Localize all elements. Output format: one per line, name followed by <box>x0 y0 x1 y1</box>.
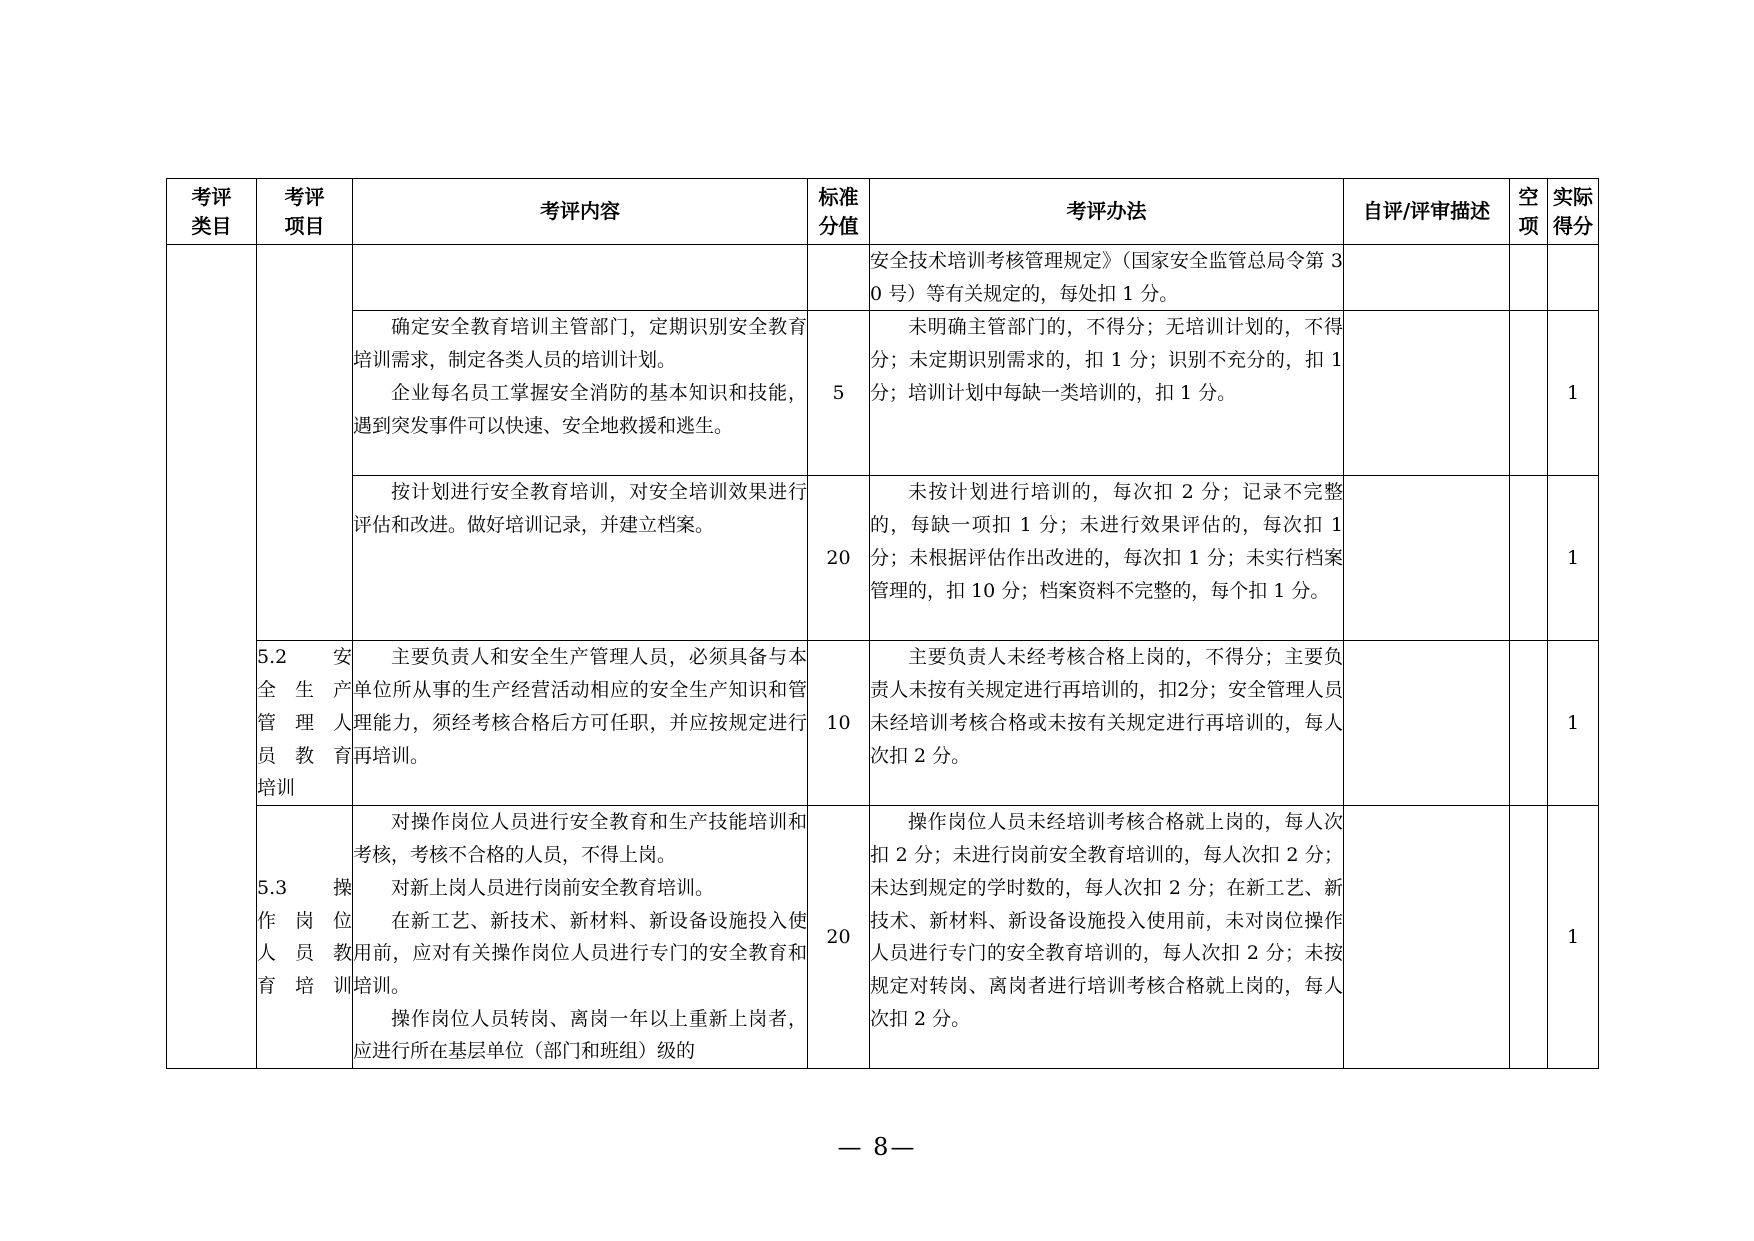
table-row <box>167 311 1599 476</box>
page-number: — 8— <box>837 1133 917 1161</box>
score-cell: 20 <box>808 806 870 1069</box>
header-blank: 空 项 <box>1510 179 1548 245</box>
self-review-cell <box>1344 476 1510 641</box>
content-cell: 对操作岗位人员进行安全教育和生产技能培训和考核，考核不合格的人员，不得上岗。 对新上岗人员进行岗前安全教育培训。 在新工艺、新技术、新材料、新设备设施投入使用前，应对有关操作岗位人员进行专门的安全教育和培训。 操作岗位人员转岗、离岗一年以上重新上岗者，应进行所在基层单位（部门和班组）级的 <box>353 806 808 1069</box>
score-cell: 10 <box>808 641 870 806</box>
header-category: 考评 类目 <box>167 179 257 245</box>
item-label-5-3: 5.3 操 作岗位 人员教 育培训 <box>257 806 353 1069</box>
actual-score-cell: 1 <box>1548 476 1599 641</box>
blank-cell <box>1510 476 1548 641</box>
table-row <box>167 476 1599 641</box>
self-review-cell <box>1344 806 1510 1069</box>
self-review-cell <box>1344 245 1510 311</box>
header-content: 考评内容 <box>353 179 808 245</box>
header-score: 标准 分值 <box>808 179 870 245</box>
content-cell: 确定安全教育培训主管部门，定期识别安全教育培训需求，制定各类人员的培训计划。 企业每名员工掌握安全消防的基本知识和技能，遇到突发事件可以快速、安全地救援和逃生。 <box>353 311 808 476</box>
content-cell: 主要负责人和安全生产管理人员，必须具备与本单位所从事的生产经营活动相应的安全生产知识和管理能力，须经考核合格后方可任职，并应按规定进行再培训。 <box>353 641 808 806</box>
evaluation-table <box>166 178 1599 1069</box>
actual-score-cell: 1 <box>1548 806 1599 1069</box>
header-self-review: 自评/评审描述 <box>1344 179 1510 245</box>
content-cell: 按计划进行安全教育培训，对安全培训效果进行评估和改进。做好培训记录，并建立档案。 <box>353 476 808 641</box>
self-review-cell <box>1344 641 1510 806</box>
blank-cell <box>1510 245 1548 311</box>
table-row <box>167 641 1599 806</box>
item-label-5-2: 5.2 安 全生产 管理人 员教育 培训 <box>257 641 353 806</box>
actual-score-cell: 1 <box>1548 311 1599 476</box>
actual-score-cell <box>1548 245 1599 311</box>
table-row <box>167 806 1599 1069</box>
method-cell: 未明确主管部门的，不得分；无培训计划的，不得分；未定期识别需求的，扣 1 分；识别不充分的，扣 1 分；培训计划中每缺一类培训的，扣 1 分。 <box>870 311 1344 476</box>
blank-cell <box>1510 311 1548 476</box>
method-cell: 操作岗位人员未经培训考核合格就上岗的，每人次扣 2 分；未进行岗前安全教育培训的，每人次扣 2 分；未达到规定的学时数的，每人次扣 2 分；在新工艺、新技术、新材料、新设备设施投入使用前，未对岗位操作人员进行专门的安全教育培训的，每人次扣 2 分；未按规定对转岗、离岗者进行培训考核合格就上岗的，每人次扣 2 分。 <box>870 806 1344 1069</box>
actual-score-cell: 1 <box>1548 641 1599 806</box>
blank-cell <box>1510 806 1548 1069</box>
method-cell: 安全技术培训考核管理规定》（国家安全监管总局令第 30 号）等有关规定的，每处扣 1 分。 <box>870 245 1344 311</box>
category-cell <box>167 245 257 1069</box>
table-row <box>167 245 1599 311</box>
header-method: 考评办法 <box>870 179 1344 245</box>
content-cell <box>353 245 808 311</box>
self-review-cell <box>1344 311 1510 476</box>
blank-cell <box>1510 641 1548 806</box>
header-item: 考评 项目 <box>257 179 353 245</box>
method-cell: 主要负责人未经考核合格上岗的，不得分；主要负责人未按有关规定进行再培训的，扣2分；安全管理人员未经培训考核合格或未按有关规定进行再培训的，每人次扣 2 分。 <box>870 641 1344 806</box>
method-cell: 未按计划进行培训的，每次扣 2 分；记录不完整的，每缺一项扣 1 分；未进行效果评估的，每次扣 1 分；未根据评估作出改进的，每次扣 1 分；未实行档案管理的，扣 10 分；档案资料不完整的，每个扣 1 分。 <box>870 476 1344 641</box>
score-cell <box>808 245 870 311</box>
item-cell <box>257 245 353 641</box>
header-row <box>167 179 1599 245</box>
header-actual: 实际 得分 <box>1548 179 1599 245</box>
score-cell: 5 <box>808 311 870 476</box>
score-cell: 20 <box>808 476 870 641</box>
